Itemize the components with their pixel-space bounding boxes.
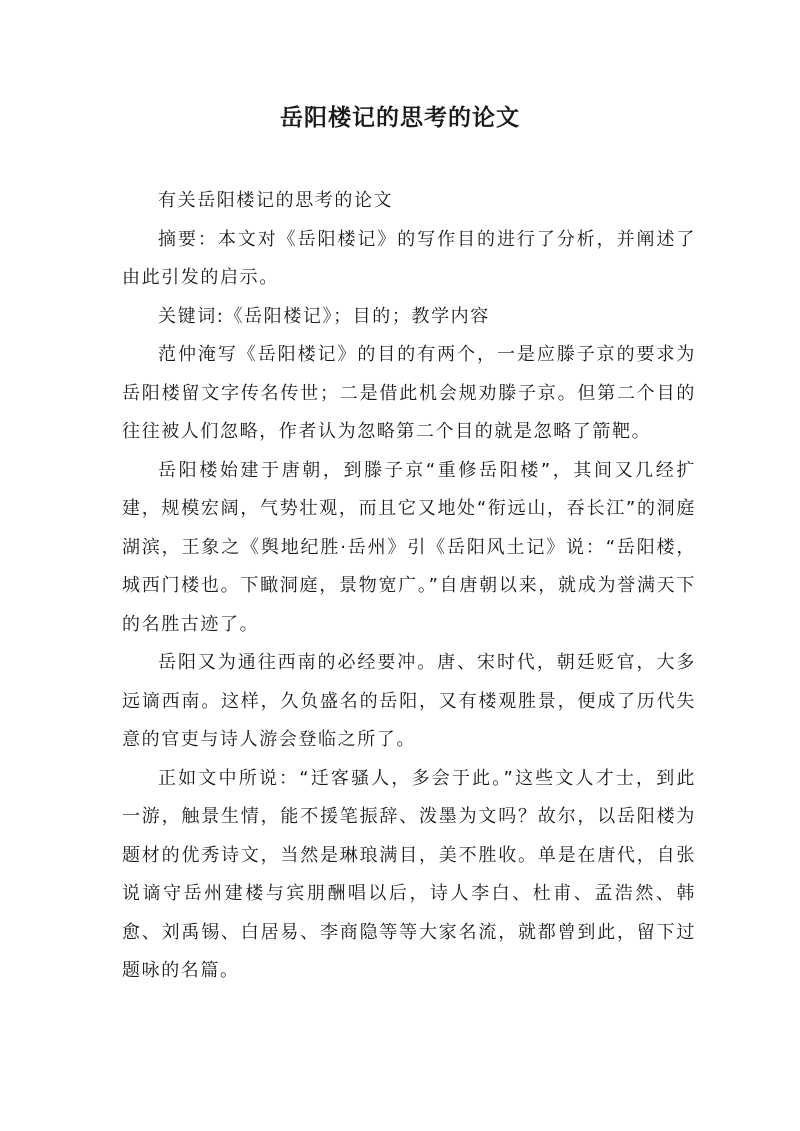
- document-body: [122, 182, 696, 991]
- document-title: 岳阳楼记的思考的论文: [280, 104, 520, 131]
- keywords-paragraph: 关键词:《岳阳楼记》；目的；教学内容: [158, 305, 490, 327]
- body-paragraph: 岳阳又为通往西南的必经要冲。唐、宋时代，朝廷贬官，大多远谪西南。这样，久负盛名的岳阳，又有楼观胜景，便成了历代失意的官吏与诗人游会登临之所了。: [122, 652, 696, 750]
- body-paragraph: 范仲淹写《岳阳楼记》的目的有两个，一是应滕子京的要求为岳阳楼留文字传名传世；二是借此机会规劝滕子京。但第二个目的往往被人们忽略，作者认为忽略第二个目的就是忽略了箭靶。: [122, 344, 696, 442]
- body-paragraph: 正如文中所说：“迁客骚人，多会于此。”这些文人才士，到此一游，触景生情，能不援笔振辞、泼墨为文吗？故尔，以岳阳楼为题材的优秀诗文，当然是琳琅满目，美不胜收。单是在唐代，自张说谪守岳州建楼与宾朋酬唱以后，诗人李白、杜甫、孟浩然、韩愈、刘禹锡、白居易、李商隐等等大家名流，就都曾到此，留下过题咏的名篇。: [122, 767, 696, 981]
- heading-paragraph: 有关岳阳楼记的思考的论文: [158, 190, 394, 211]
- body-paragraph: 岳阳楼始建于唐朝，到滕子京“重修岳阳楼”，其间又几经扩建，规模宏阔，气势壮观，而且它又地处“衔远山，吞长江”的洞庭湖滨，王象之《舆地纪胜·岳州》引《岳阳风土记》说：“岳阳楼，城西门楼也。下瞰洞庭，景物宽广。”自唐朝以来，就成为誉满天下的名胜古迹了。: [122, 459, 696, 635]
- abstract-paragraph: 摘要：本文对《岳阳楼记》的写作目的进行了分析，并阐述了由此引发的启示。: [122, 228, 696, 288]
